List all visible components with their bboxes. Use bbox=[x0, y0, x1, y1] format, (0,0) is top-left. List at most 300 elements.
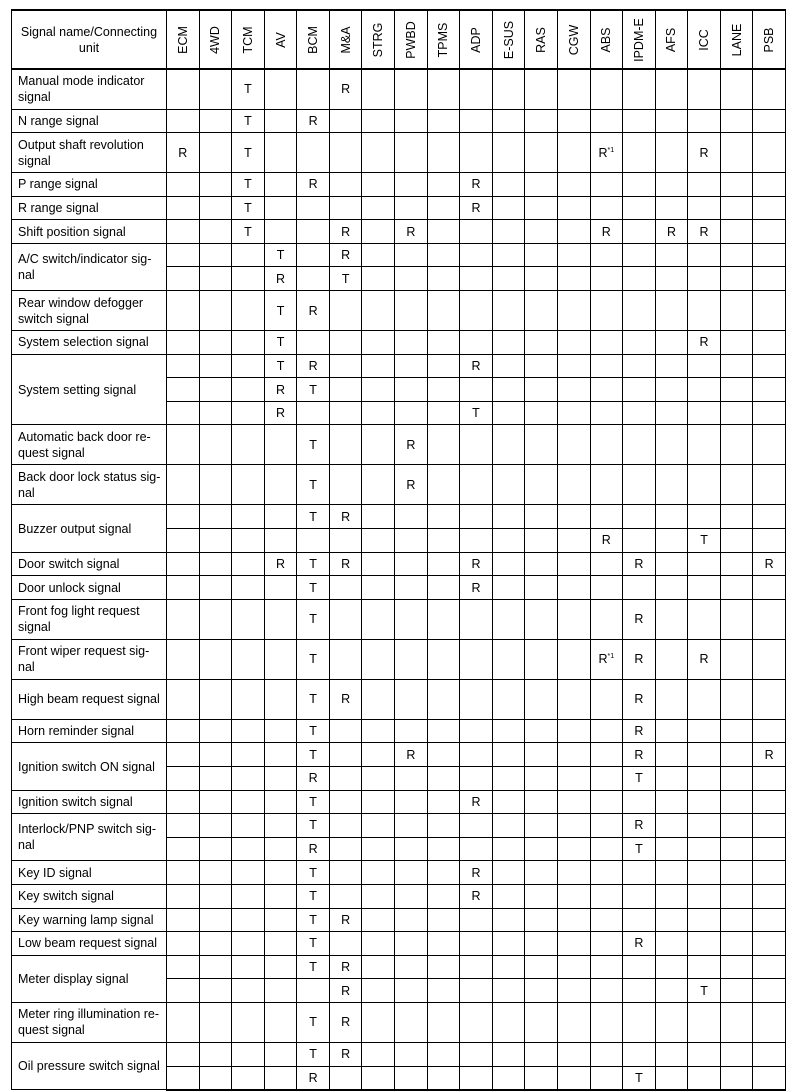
cell-cgw bbox=[557, 679, 590, 719]
cell-4wd bbox=[199, 861, 232, 885]
cell-e-sus bbox=[492, 505, 525, 529]
table-row bbox=[12, 639, 786, 679]
cell-abs bbox=[590, 1042, 623, 1066]
cell-adp bbox=[460, 767, 493, 791]
cell-ipdm-e bbox=[623, 576, 656, 600]
cell-ecm bbox=[167, 1066, 200, 1090]
cell-tpms bbox=[427, 767, 460, 791]
cell-4wd bbox=[199, 639, 232, 679]
cell-afs bbox=[655, 243, 688, 267]
cell-ecm bbox=[167, 465, 200, 505]
cell-psb bbox=[753, 529, 786, 553]
cell-abs bbox=[590, 552, 623, 576]
cell-abs bbox=[590, 599, 623, 639]
cell-icc bbox=[688, 243, 721, 267]
cell-av bbox=[264, 1002, 297, 1042]
cell-pwbd bbox=[395, 679, 428, 719]
cell-adp bbox=[460, 243, 493, 267]
cell-ecm bbox=[167, 378, 200, 402]
cell-strg bbox=[362, 196, 395, 220]
cell-av bbox=[264, 529, 297, 553]
cell-adp bbox=[460, 331, 493, 355]
cell-ipdm-e bbox=[623, 1042, 656, 1066]
cell-lane bbox=[720, 69, 753, 109]
cell-tpms bbox=[427, 679, 460, 719]
cell-ecm bbox=[167, 220, 200, 244]
cell-lane bbox=[720, 243, 753, 267]
unit-header-label: ABS bbox=[599, 26, 614, 53]
cell-lane bbox=[720, 837, 753, 861]
cell-strg bbox=[362, 267, 395, 291]
cell-bcm: T bbox=[297, 465, 330, 505]
cell-tcm bbox=[232, 955, 265, 979]
cell-tcm: T bbox=[232, 133, 265, 173]
table-row bbox=[12, 1042, 786, 1066]
cell-bcm: T bbox=[297, 908, 330, 932]
cell-av bbox=[264, 1042, 297, 1066]
cell-av: R bbox=[264, 552, 297, 576]
cell-cgw bbox=[557, 109, 590, 133]
cell-tcm bbox=[232, 767, 265, 791]
cell-icc bbox=[688, 837, 721, 861]
cell-ras bbox=[525, 719, 558, 743]
unit-header-ras bbox=[525, 10, 558, 69]
cell-lane bbox=[720, 743, 753, 767]
cell-pwbd bbox=[395, 552, 428, 576]
cell-ras bbox=[525, 932, 558, 956]
cell-ecm bbox=[167, 884, 200, 908]
unit-header-label: TCM bbox=[240, 25, 255, 54]
cell-strg bbox=[362, 378, 395, 402]
cell-abs bbox=[590, 790, 623, 814]
unit-header-label: RAS bbox=[534, 26, 549, 53]
cell-abs bbox=[590, 884, 623, 908]
cell-icc bbox=[688, 401, 721, 425]
table-row bbox=[12, 354, 786, 378]
cell-psb bbox=[753, 220, 786, 244]
cell-ipdm-e: T bbox=[623, 767, 656, 791]
cell-tpms bbox=[427, 639, 460, 679]
cell-icc bbox=[688, 1042, 721, 1066]
cell-tcm bbox=[232, 599, 265, 639]
cell-av bbox=[264, 932, 297, 956]
cell-4wd bbox=[199, 884, 232, 908]
cell-pwbd bbox=[395, 291, 428, 331]
cell-strg bbox=[362, 979, 395, 1003]
cell-lane bbox=[720, 425, 753, 465]
cell-adp: R bbox=[460, 790, 493, 814]
cell-bcm: T bbox=[297, 790, 330, 814]
cell-tpms bbox=[427, 955, 460, 979]
cell-bcm: T bbox=[297, 955, 330, 979]
unit-header-strg bbox=[362, 10, 395, 69]
cell-afs bbox=[655, 291, 688, 331]
cell-bcm bbox=[297, 196, 330, 220]
cell-4wd bbox=[199, 576, 232, 600]
signal-name-cell: Horn reminder signal bbox=[12, 719, 167, 743]
cell-psb bbox=[753, 1042, 786, 1066]
table-row bbox=[12, 955, 786, 979]
cell-tcm bbox=[232, 267, 265, 291]
cell-tcm bbox=[232, 425, 265, 465]
cell-av bbox=[264, 196, 297, 220]
cell-afs bbox=[655, 719, 688, 743]
cell-tpms bbox=[427, 354, 460, 378]
cell-ras bbox=[525, 576, 558, 600]
cell-abs bbox=[590, 743, 623, 767]
cell-strg bbox=[362, 814, 395, 838]
cell-strg bbox=[362, 719, 395, 743]
cell-4wd bbox=[199, 599, 232, 639]
cell-abs bbox=[590, 505, 623, 529]
cell-abs bbox=[590, 932, 623, 956]
cell-abs bbox=[590, 837, 623, 861]
cell-strg bbox=[362, 790, 395, 814]
cell-bcm bbox=[297, 69, 330, 109]
cell-m-a: T bbox=[329, 267, 362, 291]
cell-m-a bbox=[329, 378, 362, 402]
unit-header-label: 4WD bbox=[208, 25, 223, 54]
cell-icc bbox=[688, 267, 721, 291]
cell-e-sus bbox=[492, 884, 525, 908]
cell-tcm: T bbox=[232, 220, 265, 244]
cell-m-a bbox=[329, 576, 362, 600]
cell-pwbd bbox=[395, 576, 428, 600]
cell-afs bbox=[655, 173, 688, 197]
cell-afs bbox=[655, 133, 688, 173]
cell-afs bbox=[655, 505, 688, 529]
cell-abs bbox=[590, 1002, 623, 1042]
cell-ecm bbox=[167, 552, 200, 576]
cell-afs bbox=[655, 814, 688, 838]
signal-name-cell: N range signal bbox=[12, 109, 167, 133]
cell-ipdm-e bbox=[623, 1002, 656, 1042]
cell-4wd bbox=[199, 109, 232, 133]
cell-afs bbox=[655, 861, 688, 885]
cell-m-a bbox=[329, 425, 362, 465]
cell-pwbd bbox=[395, 908, 428, 932]
cell-afs bbox=[655, 1042, 688, 1066]
cell-afs bbox=[655, 932, 688, 956]
cell-e-sus bbox=[492, 331, 525, 355]
unit-header-tpms bbox=[427, 10, 460, 69]
cell-icc bbox=[688, 1002, 721, 1042]
cell-cgw bbox=[557, 331, 590, 355]
cell-strg bbox=[362, 109, 395, 133]
unit-header-label: PSB bbox=[762, 26, 777, 53]
cell-strg bbox=[362, 639, 395, 679]
cell-av bbox=[264, 599, 297, 639]
cell-psb bbox=[753, 639, 786, 679]
unit-header-label: STRG bbox=[371, 22, 386, 57]
unit-header-abs bbox=[590, 10, 623, 69]
table-row bbox=[12, 790, 786, 814]
cell-cgw bbox=[557, 1042, 590, 1066]
signal-name-cell: High beam request signal bbox=[12, 679, 167, 719]
cell-adp bbox=[460, 719, 493, 743]
cell-4wd bbox=[199, 837, 232, 861]
cell-av: T bbox=[264, 354, 297, 378]
signal-name-cell: Automatic back door re-quest signal bbox=[12, 425, 167, 465]
cell-strg bbox=[362, 955, 395, 979]
cell-pwbd bbox=[395, 173, 428, 197]
cell-cgw bbox=[557, 837, 590, 861]
cell-lane bbox=[720, 1002, 753, 1042]
cell-tcm bbox=[232, 743, 265, 767]
cell-adp bbox=[460, 109, 493, 133]
cell-ipdm-e: R bbox=[623, 599, 656, 639]
cell-tcm: T bbox=[232, 69, 265, 109]
cell-icc: R bbox=[688, 331, 721, 355]
cell-lane bbox=[720, 1042, 753, 1066]
cell-lane bbox=[720, 767, 753, 791]
cell-adp bbox=[460, 465, 493, 505]
cell-ecm: R bbox=[167, 133, 200, 173]
cell-bcm: R bbox=[297, 767, 330, 791]
cell-tpms bbox=[427, 267, 460, 291]
cell-av bbox=[264, 679, 297, 719]
table-row bbox=[12, 884, 786, 908]
cell-strg bbox=[362, 401, 395, 425]
unit-header-cgw bbox=[557, 10, 590, 69]
cell-ecm bbox=[167, 955, 200, 979]
cell-ras bbox=[525, 220, 558, 244]
cell-strg bbox=[362, 243, 395, 267]
cell-lane bbox=[720, 908, 753, 932]
cell-bcm: R bbox=[297, 173, 330, 197]
cell-tpms bbox=[427, 743, 460, 767]
cell-abs bbox=[590, 401, 623, 425]
signal-name-cell: Door switch signal bbox=[12, 552, 167, 576]
cell-adp bbox=[460, 908, 493, 932]
cell-abs: R bbox=[590, 529, 623, 553]
cell-tpms bbox=[427, 133, 460, 173]
cell-pwbd bbox=[395, 109, 428, 133]
cell-tpms bbox=[427, 529, 460, 553]
unit-header-label: M&A bbox=[338, 25, 353, 54]
unit-header-tcm bbox=[232, 10, 265, 69]
signal-table bbox=[11, 9, 786, 1091]
cell-adp: R bbox=[460, 552, 493, 576]
cell-pwbd bbox=[395, 837, 428, 861]
cell-av bbox=[264, 979, 297, 1003]
cell-tcm: T bbox=[232, 196, 265, 220]
table-body bbox=[12, 69, 786, 1090]
cell-cgw bbox=[557, 291, 590, 331]
cell-e-sus bbox=[492, 552, 525, 576]
cell-m-a bbox=[329, 173, 362, 197]
unit-header-label: IPDM-E bbox=[631, 17, 646, 62]
cell-cgw bbox=[557, 767, 590, 791]
cell-tpms bbox=[427, 291, 460, 331]
cell-m-a: R bbox=[329, 1042, 362, 1066]
cell-e-sus bbox=[492, 267, 525, 291]
cell-lane bbox=[720, 173, 753, 197]
cell-m-a bbox=[329, 354, 362, 378]
cell-lane bbox=[720, 599, 753, 639]
cell-afs bbox=[655, 552, 688, 576]
table-row bbox=[12, 465, 786, 505]
cell-ipdm-e bbox=[623, 354, 656, 378]
cell-4wd bbox=[199, 932, 232, 956]
cell-adp bbox=[460, 955, 493, 979]
cell-ipdm-e bbox=[623, 529, 656, 553]
cell-ipdm-e: R bbox=[623, 679, 656, 719]
cell-cgw bbox=[557, 196, 590, 220]
cell-strg bbox=[362, 767, 395, 791]
cell-psb bbox=[753, 861, 786, 885]
cell-strg bbox=[362, 861, 395, 885]
table-row bbox=[12, 552, 786, 576]
cell-lane bbox=[720, 133, 753, 173]
cell-psb bbox=[753, 378, 786, 402]
cell-tpms bbox=[427, 331, 460, 355]
cell-psb bbox=[753, 1066, 786, 1090]
cell-adp bbox=[460, 743, 493, 767]
cell-4wd bbox=[199, 790, 232, 814]
cell-abs: $R^{*1}$ bbox=[590, 133, 623, 173]
cell-lane bbox=[720, 354, 753, 378]
cell-tcm bbox=[232, 243, 265, 267]
cell-m-a bbox=[329, 719, 362, 743]
cell-av bbox=[264, 719, 297, 743]
cell-e-sus bbox=[492, 679, 525, 719]
cell-pwbd bbox=[395, 378, 428, 402]
cell-lane bbox=[720, 1066, 753, 1090]
cell-abs bbox=[590, 767, 623, 791]
cell-cgw bbox=[557, 401, 590, 425]
cell-av bbox=[264, 505, 297, 529]
cell-bcm: T bbox=[297, 932, 330, 956]
cell-av bbox=[264, 861, 297, 885]
cell-av bbox=[264, 425, 297, 465]
cell-e-sus bbox=[492, 109, 525, 133]
cell-pwbd: R bbox=[395, 220, 428, 244]
cell-afs bbox=[655, 378, 688, 402]
cell-icc bbox=[688, 465, 721, 505]
cell-4wd bbox=[199, 505, 232, 529]
cell-pwbd bbox=[395, 884, 428, 908]
unit-header-adp bbox=[460, 10, 493, 69]
cell-av bbox=[264, 69, 297, 109]
unit-header-4wd bbox=[199, 10, 232, 69]
cell-tcm bbox=[232, 1002, 265, 1042]
cell-icc bbox=[688, 173, 721, 197]
signal-name-cell: System selection signal bbox=[12, 331, 167, 355]
cell-abs bbox=[590, 955, 623, 979]
cell-m-a bbox=[329, 884, 362, 908]
unit-header-label: TPMS bbox=[436, 22, 451, 57]
cell-av: T bbox=[264, 243, 297, 267]
unit-header-m-a bbox=[329, 10, 362, 69]
cell-strg bbox=[362, 1042, 395, 1066]
cell-4wd bbox=[199, 69, 232, 109]
table-row bbox=[12, 576, 786, 600]
cell-ipdm-e bbox=[623, 465, 656, 505]
cell-av bbox=[264, 743, 297, 767]
cell-tpms bbox=[427, 505, 460, 529]
cell-tpms bbox=[427, 196, 460, 220]
cell-m-a bbox=[329, 401, 362, 425]
cell-4wd bbox=[199, 354, 232, 378]
signal-name-cell: R range signal bbox=[12, 196, 167, 220]
cell-m-a bbox=[329, 861, 362, 885]
cell-bcm: T bbox=[297, 814, 330, 838]
cell-tcm bbox=[232, 552, 265, 576]
cell-tcm bbox=[232, 908, 265, 932]
cell-pwbd: R bbox=[395, 743, 428, 767]
cell-e-sus bbox=[492, 425, 525, 465]
cell-ecm bbox=[167, 69, 200, 109]
cell-m-a bbox=[329, 814, 362, 838]
cell-afs bbox=[655, 979, 688, 1003]
cell-abs bbox=[590, 979, 623, 1003]
cell-ipdm-e bbox=[623, 955, 656, 979]
cell-tcm bbox=[232, 529, 265, 553]
cell-icc: R bbox=[688, 133, 721, 173]
cell-bcm bbox=[297, 331, 330, 355]
table-row bbox=[12, 109, 786, 133]
cell-ipdm-e bbox=[623, 173, 656, 197]
cell-av bbox=[264, 955, 297, 979]
unit-header-ipdm-e bbox=[623, 10, 656, 69]
cell-strg bbox=[362, 884, 395, 908]
cell-strg bbox=[362, 529, 395, 553]
cell-tpms bbox=[427, 861, 460, 885]
cell-bcm bbox=[297, 267, 330, 291]
cell-tcm bbox=[232, 814, 265, 838]
cell-icc bbox=[688, 69, 721, 109]
cell-av bbox=[264, 884, 297, 908]
cell-pwbd: R bbox=[395, 465, 428, 505]
cell-icc bbox=[688, 679, 721, 719]
cell-tpms bbox=[427, 69, 460, 109]
cell-cgw bbox=[557, 576, 590, 600]
cell-icc bbox=[688, 719, 721, 743]
cell-ecm bbox=[167, 837, 200, 861]
cell-e-sus bbox=[492, 243, 525, 267]
cell-afs bbox=[655, 743, 688, 767]
cell-ecm bbox=[167, 679, 200, 719]
cell-4wd bbox=[199, 243, 232, 267]
cell-m-a: R bbox=[329, 243, 362, 267]
cell-adp bbox=[460, 1042, 493, 1066]
cell-tcm: T bbox=[232, 173, 265, 197]
cell-afs bbox=[655, 837, 688, 861]
table-row bbox=[12, 743, 786, 767]
cell-ecm bbox=[167, 401, 200, 425]
cell-afs: R bbox=[655, 220, 688, 244]
cell-ecm bbox=[167, 639, 200, 679]
cell-adp bbox=[460, 133, 493, 173]
cell-cgw bbox=[557, 69, 590, 109]
cell-pwbd bbox=[395, 133, 428, 173]
cell-lane bbox=[720, 884, 753, 908]
cell-ecm bbox=[167, 1002, 200, 1042]
unit-header-label: AV bbox=[273, 31, 288, 48]
cell-adp bbox=[460, 1066, 493, 1090]
cell-tpms bbox=[427, 1066, 460, 1090]
unit-header-label: CGW bbox=[566, 24, 581, 55]
cell-afs bbox=[655, 599, 688, 639]
cell-pwbd bbox=[395, 69, 428, 109]
signal-name-cell: Ignition switch signal bbox=[12, 790, 167, 814]
cell-afs bbox=[655, 267, 688, 291]
cell-lane bbox=[720, 979, 753, 1003]
cell-psb bbox=[753, 173, 786, 197]
cell-e-sus bbox=[492, 465, 525, 505]
cell-tcm bbox=[232, 465, 265, 505]
